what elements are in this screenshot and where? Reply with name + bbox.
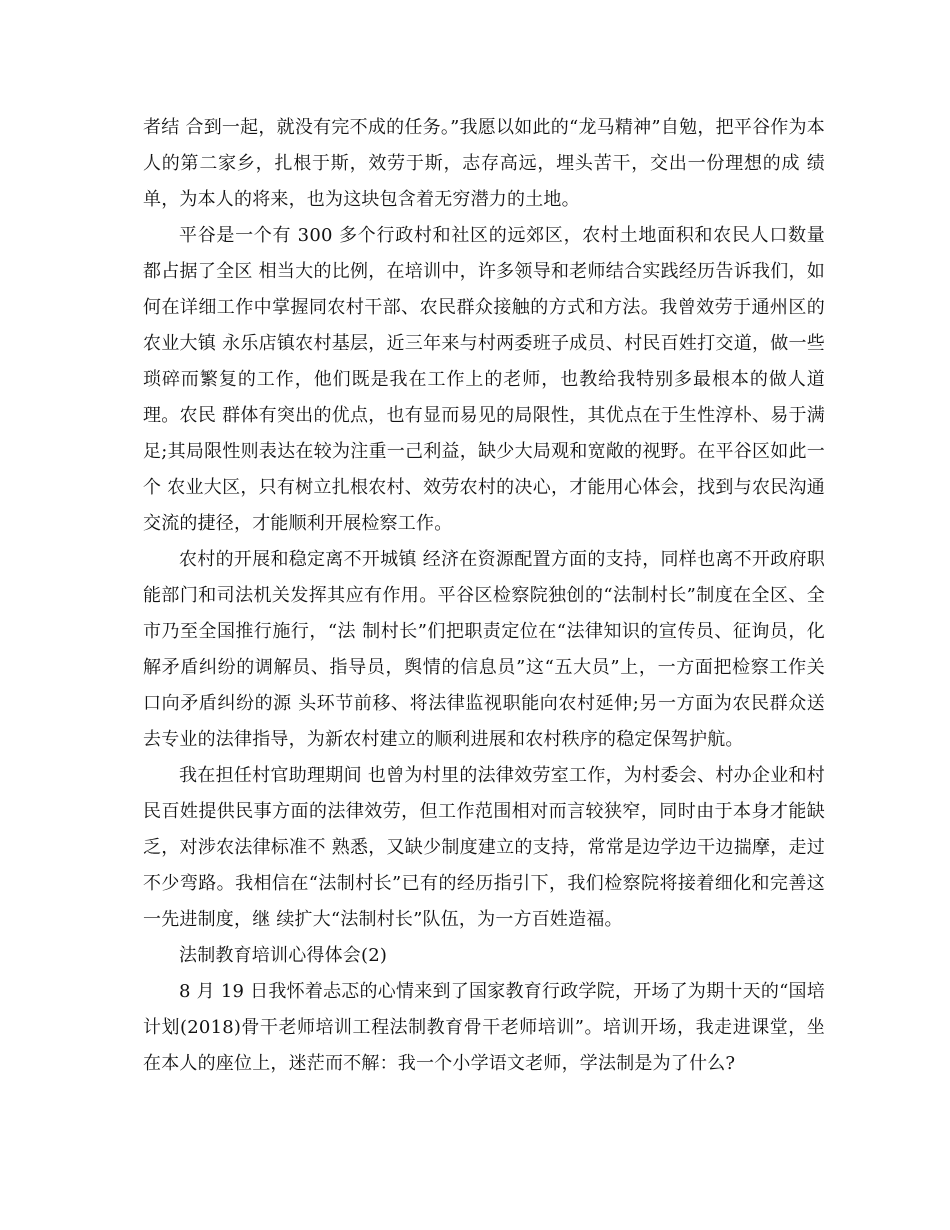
document-body: [143, 110, 825, 1082]
paragraph-1: 者结 合到一起，就没有完不成的任务。”我愿以如此的“龙马精神”自勉，把平谷作为本人的第二家乡，扎根于斯，效劳于斯，志存高远，埋头苦干，交出一份理想的成 绩单，为本人的将来，也为这块包含着无穷潜力的土地。: [143, 117, 825, 210]
section-heading: 法制教育培训心得体会(2): [179, 945, 388, 966]
paragraph-2: 平谷是一个有 300 多个行政村和社区的远郊区，农村土地面积和农民人口数量都占据了全区 相当大的比例，在培训中，许多领导和老师结合实践经历告诉我们，如何在详细工作中掌握同农村干部、农民群众接触的方式和方法。我曾效劳于通州区的农业大镇 永乐店镇农村基层，近三年来与村两委班子成员、村民百姓打交道，做一些琐碎而繁复的工作，他们既是我在工作上的老师，也教给我特别多最根本的做人道理。农民 群体有突出的优点，也有显而易见的局限性，其优点在于生性淳朴、易于满足;其局限性则表达在较为注重一己利益，缺少大局观和宽敞的视野。在平谷区如此一个 农业大区，只有树立扎根农村、效劳农村的决心，才能用心体会，找到与农民沟通交流的捷径，才能顺利开展检察工作。: [143, 225, 825, 534]
paragraph-5: 8 月 19 日我怀着忐忑的心情来到了国家教育行政学院，开场了为期十天的“国培计划(2018)骨干老师培训工程法制教育骨干老师培训”。培训开场，我走进课堂，坐在本人的座位上，迷茫而不解：我一个小学语文老师，学法制是为了什么?: [143, 981, 825, 1074]
paragraph-3: 农村的开展和稳定离不开城镇 经济在资源配置方面的支持，同样也离不开政府职能部门和司法机关发挥其应有作用。平谷区检察院独创的“法制村长”制度在全区、全市乃至全国推行施行，“法 制村长”们把职责定位在“法律知识的宣传员、征询员，化解矛盾纠纷的调解员、指导员，舆情的信息员”这“五大员”上，一方面把检察工作关口向矛盾纠纷的源 头环节前移、将法律监视职能向农村延伸;另一方面为农民群众送去专业的法律指导，为新农村建立的顺利进展和农村秩序的稳定保驾护航。: [143, 549, 825, 750]
paragraph-4: 我在担任村官助理期间 也曾为村里的法律效劳室工作，为村委会、村办企业和村民百姓提供民事方面的法律效劳，但工作范围相对而言较狭窄，同时由于本身才能缺乏，对涉农法律标准不 熟悉，又缺少制度建立的支持，常常是边学边干边揣摩，走过不少弯路。我相信在“法制村长”已有的经历指引下，我们检察院将接着细化和完善这一先进制度，继 续扩大“法制村长”队伍，为一方百姓造福。: [143, 765, 825, 930]
